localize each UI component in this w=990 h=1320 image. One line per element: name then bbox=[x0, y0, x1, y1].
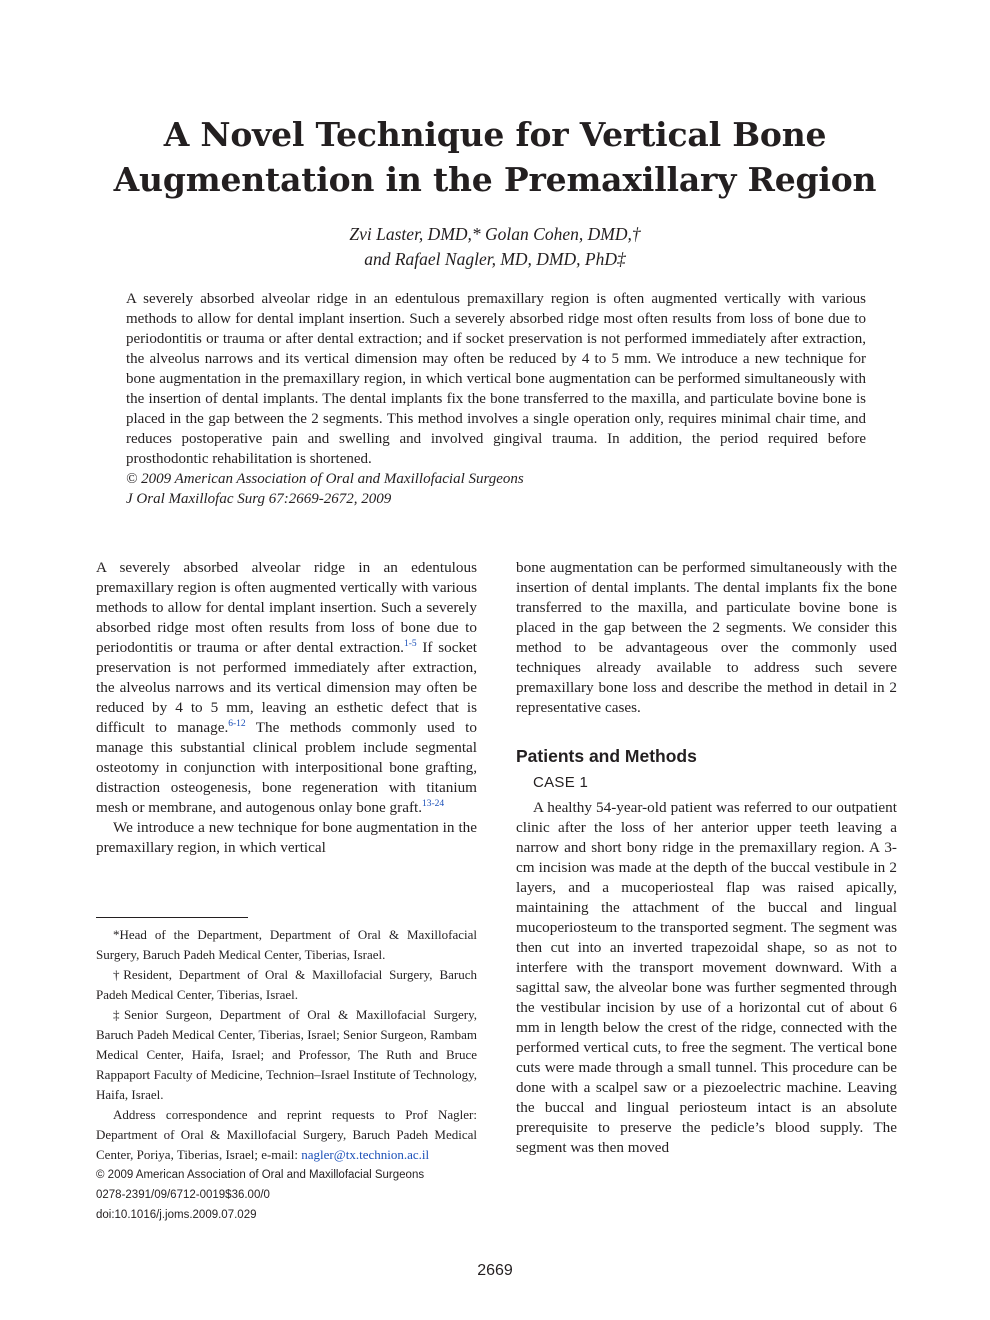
footnote-affiliation-3: ‡Senior Surgeon, Department of Oral & Maxillofacial Surgery, Baruch Padeh Medical Center, Tiberias, Israel; Senior Surgeon, Rambam Medical Center, Haifa, Israel; and Professor, The Ruth and Bruce Rappaport Faculty of Medicine, Technion–Israel Institute of Technology, Haifa, Israel. bbox=[96, 1007, 477, 1102]
intro-text-c: The methods commonly used to manage this substantial clinical problem include segmental osteotomy in conjunction with interpositional bone grafting, distraction osteogenesis, bone regeneration with titanium mesh or membrane, and autogenous onlay bone graft. bbox=[96, 719, 477, 816]
body-column-right bbox=[516, 558, 897, 1158]
intro-paragraph-continued: bone augmentation can be performed simultaneously with the insertion of dental implants. The dental implants fix the bone transferred to the maxilla, and particulate bovine bone is placed in the gap between the 2 segments. We consider this method to be advantageous over the commonly used techniques already available to address such severe premaxillary bone loss and describe the method in detail in 2 representative cases. bbox=[516, 559, 897, 716]
intro-text-a: A severely absorbed alveolar ridge in an edentulous premaxillary region is often augmented vertically with various methods to allow for dental implant insertion. Such a severely absorbed ridge most often results from loss of bone due to periodontitis or trauma or after dental extraction. bbox=[96, 559, 477, 656]
footnote-issn: 0278-2391/09/6712-0019$36.00/0 bbox=[96, 1189, 270, 1201]
body-column-left bbox=[96, 558, 477, 858]
case-paragraph: A healthy 54-year-old patient was referred to our outpatient clinic after the loss of her anterior upper teeth leaving a narrow and short bony ridge in the premaxillary region. A 3-cm incision was made at the depth of the buccal vestibule in 2 layers, and a mucoperiosteal flap was raised apically, maintaining the attachment of the buccal and lingual mucoperiosteum to the transported segment. The segment was then cut into an inverted trapezoidal shape, so as not to interfere with the transport movement downward. With a sagittal saw, the alveolar bone was further segmented through the vestibular incision by use of a horizontal cut of about 6 mm in length below the crest of the ridge, connected with the performed vertical cuts, to free the segment. The vertical bone cuts were made through a small tunnel. This procedure can be done with a scalpel saw or a piezoelectric machine. Leaving the buccal and lingual periosteum intact is an absolute prerequisite to preserve the pedicle’s blood supply. The segment was then moved bbox=[516, 799, 897, 1156]
authors-line-2: and Rafael Nagler, MD, DMD, PhD‡ bbox=[364, 249, 626, 269]
footnote-correspondence bbox=[96, 1105, 477, 1165]
abstract-copyright: © 2009 American Association of Oral and Maxillofacial Surgeons bbox=[126, 471, 524, 487]
footnote-doi: doi:10.1016/j.joms.2009.07.029 bbox=[96, 1209, 257, 1221]
reference-link[interactable]: 1-5 bbox=[403, 639, 417, 649]
case-label: CASE 1 bbox=[533, 774, 589, 791]
footnotes bbox=[96, 925, 477, 1225]
page-number: 2669 bbox=[477, 1262, 513, 1279]
abstract-text: A severely absorbed alveolar ridge in an edentulous premaxillary region is often augmented vertically with various methods to allow for dental implant insertion. Such a severely absorbed ridge most often results from loss of bone due to periodontitis or trauma or after dental extraction; and if socket preservation is not performed immediately after extraction, the alveolus narrows and its vertical dimension may often be reduced by 4 to 5 mm. We introduce a new technique for bone augmentation in the premaxillary region, in which vertical bone augmentation can be performed simultaneously with the insertion of dental implants. The dental implants fix the bone transferred to the maxilla, and particulate bovine bone is placed in the gap between the 2 segments. This method involves a single operation only, requires minimal chair time, and reduces postoperative pain and swelling and involved gingival trauma. In addition, the period required before prosthodontic rehabilitation is shortened. bbox=[126, 291, 866, 467]
footnote-affiliation-1: *Head of the Department, Department of Oral & Maxillofacial Surgery, Baruch Padeh Medical Center, Tiberias, Israel. bbox=[96, 927, 477, 962]
correspondence-text: Address correspondence and reprint requests to Prof Nagler: Department of Oral & Maxillofacial Surgery, Baruch Padeh Medical Center, Poriya, Tiberias, Israel; e-mail: bbox=[96, 1107, 477, 1162]
footnote-divider bbox=[96, 917, 248, 918]
intro-text-b: If socket preservation is not performed immediately after extraction, the alveolus narrows and its vertical dimension may often be reduced by 4 to 5 mm, leaving an esthetic defect that is difficult to manage. bbox=[96, 639, 478, 736]
title-line-2: Augmentation in the Premaxillary Region bbox=[113, 160, 877, 199]
reference-link[interactable]: 6-12 bbox=[228, 719, 246, 729]
abstract bbox=[126, 289, 866, 509]
title-line-1: A Novel Technique for Vertical Bone bbox=[163, 115, 827, 154]
reference-link[interactable]: 13-24 bbox=[422, 799, 445, 809]
abstract-citation: J Oral Maxillofac Surg 67:2669-2672, 2009 bbox=[126, 491, 392, 507]
footnote-copyright: © 2009 American Association of Oral and Maxillofacial Surgeons bbox=[96, 1169, 425, 1181]
authors-line-1: Zvi Laster, DMD,* Golan Cohen, DMD,† bbox=[349, 224, 641, 244]
email-link[interactable]: nagler@tx.technion.ac.il bbox=[301, 1147, 430, 1162]
footnote-affiliation-2: †Resident, Department of Oral & Maxillofacial Surgery, Baruch Padeh Medical Center, Tiberias, Israel. bbox=[96, 967, 477, 1002]
intro-paragraph-2: We introduce a new technique for bone augmentation in the premaxillary region, in which vertical bbox=[96, 819, 477, 856]
section-heading: Patients and Methods bbox=[516, 746, 697, 766]
article-title bbox=[80, 112, 910, 202]
author-list bbox=[80, 222, 910, 272]
intro-paragraph-1 bbox=[96, 558, 477, 818]
